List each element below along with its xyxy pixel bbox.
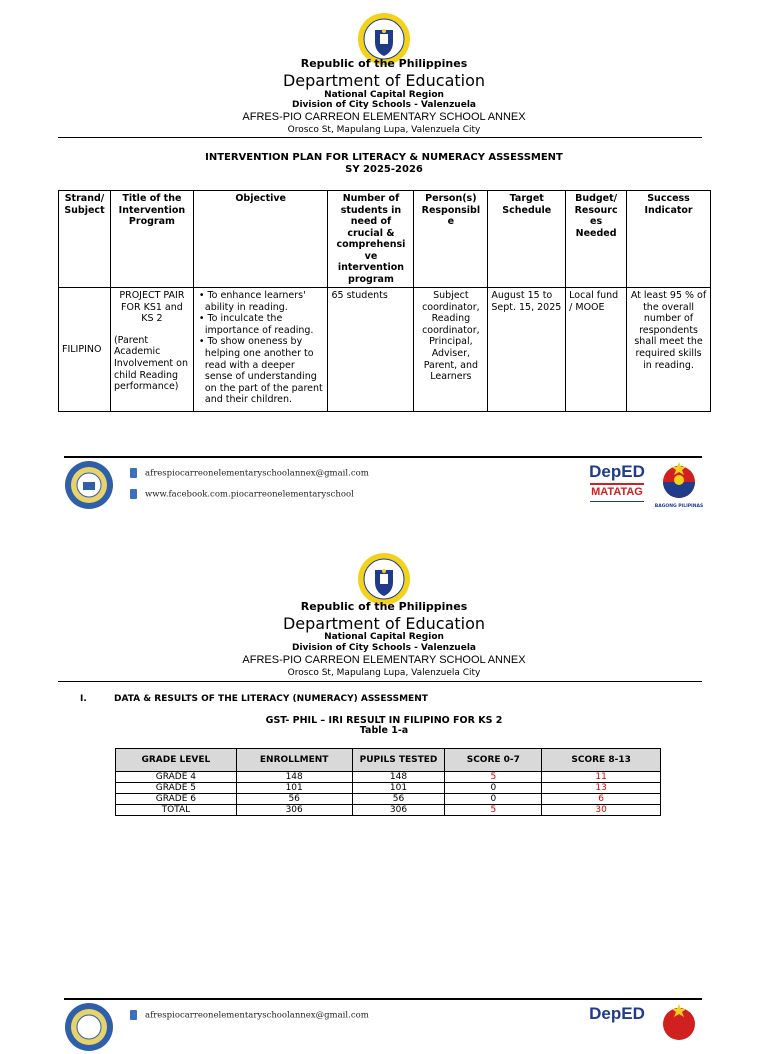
tested-cell: 56 <box>352 794 445 805</box>
republic-heading: Republic of the Philippines <box>300 57 468 70</box>
column-header: Title of the Intervention Program <box>110 191 193 288</box>
score-8-13-cell: 11 <box>542 772 661 783</box>
footer-divider <box>64 998 702 1000</box>
table-header-row <box>59 191 711 288</box>
enrollment-cell: 56 <box>236 794 352 805</box>
results-table-title: GST- PHIL – IRI RESULT IN FILIPINO FOR KS 2 <box>265 715 503 726</box>
division-heading: Division of City Schools - Valenzuela <box>292 643 476 653</box>
school-address: Orosco St, Mapulang Lupa, Valenzuela City <box>287 668 481 678</box>
column-header: ENROLLMENT <box>236 749 352 772</box>
schedule-cell: August 15 to Sept. 15, 2025 <box>488 288 566 412</box>
table-row <box>116 794 661 805</box>
bagong-pilipinas-logo <box>654 460 704 510</box>
grade-cell: GRADE 6 <box>116 794 237 805</box>
section-number: I. <box>80 694 87 704</box>
grade-cell: GRADE 4 <box>116 772 237 783</box>
header-divider <box>58 681 702 682</box>
school-logo-icon <box>64 460 114 510</box>
plan-school-year: SY 2025-2026 <box>345 164 423 175</box>
score-0-7-cell: 0 <box>445 794 542 805</box>
grade-cell: TOTAL <box>116 805 237 816</box>
tested-cell: 101 <box>352 783 445 794</box>
column-header: Objective <box>193 191 328 288</box>
footer-email[interactable] <box>130 468 369 479</box>
header-divider <box>58 137 702 138</box>
bagong-pilipinas-icon <box>654 1002 704 1042</box>
email-text: afrespiocarreonelementaryschoolannex@gmail.com <box>145 468 369 479</box>
bagong-pilipinas-icon <box>654 460 704 500</box>
email-icon <box>130 1010 137 1020</box>
table-row <box>59 288 711 412</box>
region-heading: National Capital Region <box>324 90 444 100</box>
section-heading <box>80 694 428 704</box>
page-2 <box>0 540 768 1024</box>
objective-item: • To enhance learners' ability in reading. <box>198 290 306 313</box>
column-header: Budget/ Resourc es Needed <box>566 191 627 288</box>
enrollment-cell: 101 <box>236 783 352 794</box>
score-0-7-cell: 5 <box>445 772 542 783</box>
bagong-text: BAGONG PILIPINAS <box>654 504 704 509</box>
score-0-7-cell: 5 <box>445 805 542 816</box>
deped-matatag-logo <box>588 1004 646 1054</box>
section-title: DATA & RESULTS OF THE LITERACY (NUMERACY) ASSESSMENT <box>114 694 428 704</box>
column-header: Strand/ Subject <box>59 191 111 288</box>
deped-seal-icon <box>357 552 411 606</box>
score-8-13-cell: 13 <box>542 783 661 794</box>
objective-item: • To show oneness by helping one another to read with a deeper sense of understanding on the part of the parent and their children. <box>198 336 323 406</box>
facebook-icon <box>130 489 137 499</box>
bagong-pilipinas-logo <box>654 1002 704 1052</box>
plan-title: INTERVENTION PLAN FOR LITERACY & NUMERACY ASSESSMENT <box>205 152 563 163</box>
email-icon <box>130 468 137 478</box>
budget-cell: Local fund / MOOE <box>566 288 627 412</box>
indicator-cell: At least 95 % of the overall number of respondents shall meet the required skills in reading. <box>627 288 711 412</box>
students-cell: 65 students <box>328 288 414 412</box>
tested-cell: 148 <box>352 772 445 783</box>
column-header: Success Indicator <box>627 191 711 288</box>
tested-cell: 306 <box>352 805 445 816</box>
region-heading: National Capital Region <box>324 632 444 642</box>
strand-cell: FILIPINO <box>59 288 111 412</box>
email-text: afrespiocarreonelementaryschoolannex@gmail.com <box>145 1010 369 1021</box>
program-title-cell <box>110 288 193 412</box>
score-8-13-cell: 30 <box>542 805 661 816</box>
column-header: PUPILS TESTED <box>352 749 445 772</box>
facebook-text: www.facebook.com.piocarreonelementaryschool <box>145 489 354 500</box>
republic-heading: Republic of the Philippines <box>300 600 468 613</box>
assessment-results-table <box>115 748 661 816</box>
score-8-13-cell: 6 <box>542 794 661 805</box>
school-heading: AFRES-PIO CARREON ELEMENTARY SCHOOL ANNEX <box>242 654 526 666</box>
objective-item: • To inculcate the importance of reading. <box>198 313 314 336</box>
program-acronym: (Parent Academic Involvement on child Reading performance) <box>113 334 189 393</box>
objective-cell <box>193 288 328 412</box>
column-header: GRADE LEVEL <box>116 749 237 772</box>
column-header: SCORE 8-13 <box>542 749 661 772</box>
matatag-text: MATATAG <box>591 486 643 498</box>
department-heading: Department of Education <box>282 71 486 90</box>
results-table-subtitle-text: Table 1-a <box>359 725 409 736</box>
deped-logo-text: DepED <box>589 1004 645 1023</box>
department-heading: Department of Education <box>282 614 486 633</box>
footer-facebook[interactable] <box>130 489 354 500</box>
enrollment-cell: 306 <box>236 805 352 816</box>
footer-email[interactable] <box>130 1010 369 1021</box>
table-row <box>116 783 661 794</box>
grade-cell: GRADE 5 <box>116 783 237 794</box>
division-heading: Division of City Schools - Valenzuela <box>292 100 476 110</box>
score-0-7-cell: 0 <box>445 783 542 794</box>
column-header: Person(s) Responsibl e <box>414 191 488 288</box>
school-heading: AFRES-PIO CARREON ELEMENTARY SCHOOL ANNEX <box>242 111 526 123</box>
results-table-subtitle <box>0 725 768 736</box>
table-row <box>116 772 661 783</box>
deped-matatag-logo <box>588 462 646 512</box>
table-header-row <box>116 749 661 772</box>
footer-divider <box>64 456 702 458</box>
enrollment-cell: 148 <box>236 772 352 783</box>
school-address: Orosco St, Mapulang Lupa, Valenzuela City <box>287 125 481 135</box>
intervention-plan-table <box>58 190 711 412</box>
table-row <box>116 805 661 816</box>
persons-cell: Subject coordinator, Reading coordinator, Principal, Adviser, Parent, and Learners <box>414 288 488 412</box>
deped-logo-text: DepED <box>589 462 645 481</box>
column-header: Number of students in need of crucial & comprehensi ve intervention program <box>328 191 414 288</box>
column-header: Target Schedule <box>488 191 566 288</box>
program-title: PROJECT PAIR FOR KS1 and KS 2 <box>119 290 185 325</box>
school-logo-icon <box>64 1002 114 1052</box>
column-header: SCORE 0-7 <box>445 749 542 772</box>
page-gap <box>0 530 768 540</box>
